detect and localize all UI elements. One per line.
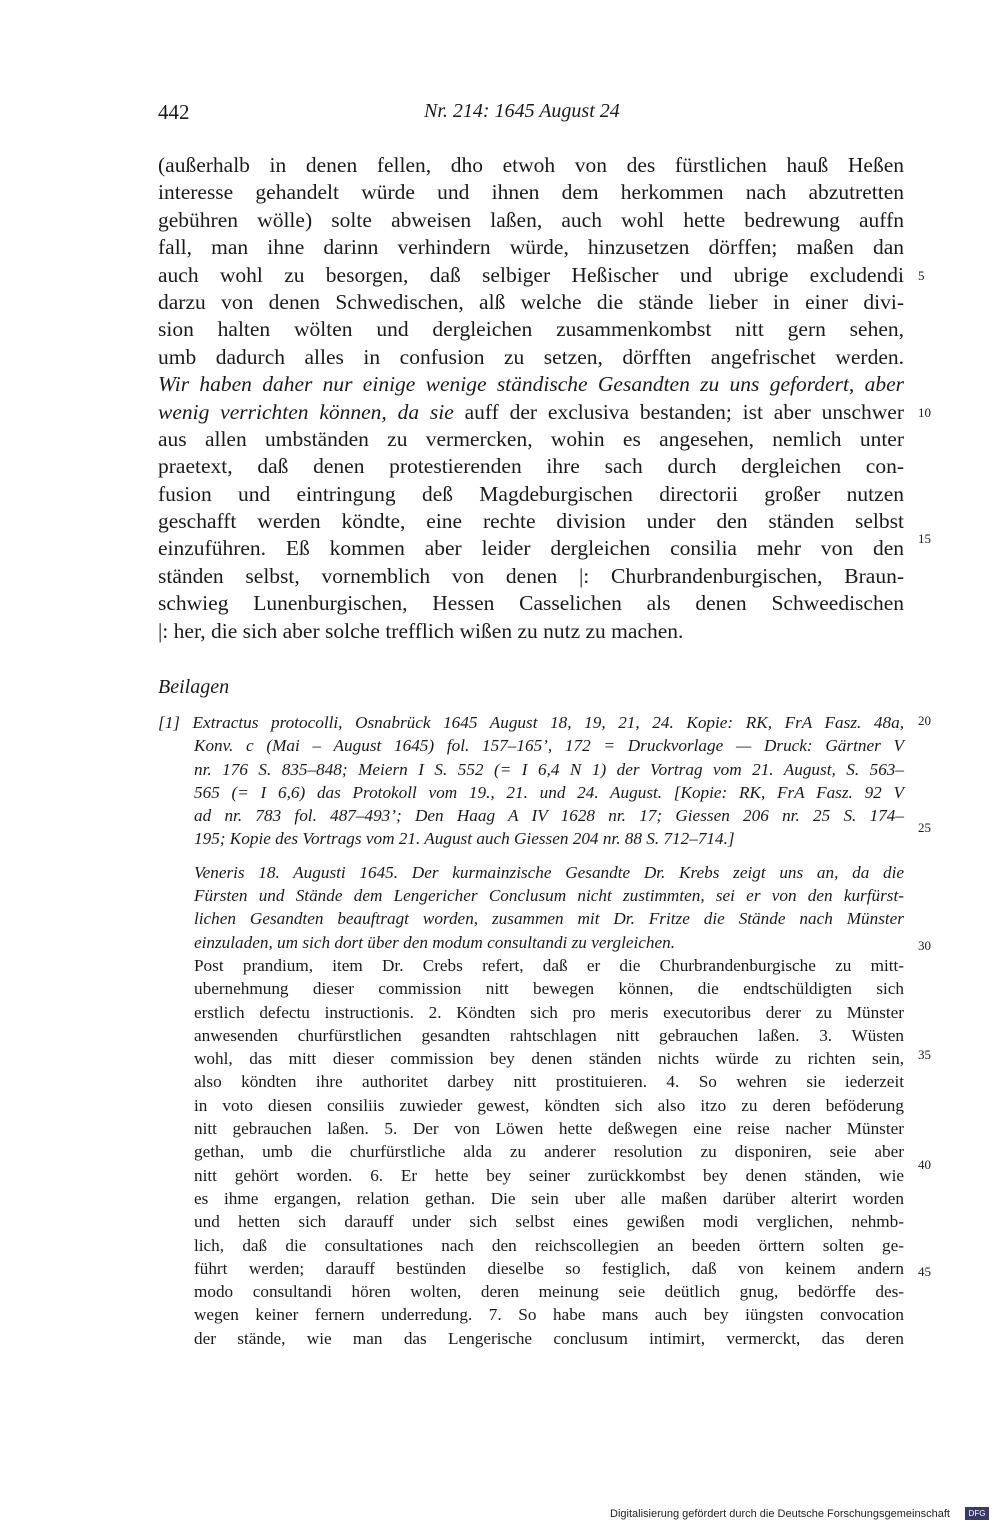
italic-phrase: wenig verrichten können, da sie [158,399,454,424]
text-line: ständen selbst, vornemblich von denen |: Churbrandenburgischen, Braun- [158,563,904,588]
beilage-entry [158,711,904,1350]
text-line: interesse gehandelt würde und ihnen dem herkommen nach abzutretten [158,180,904,205]
text-line: schwieg Lunenburgischen, Hessen Casselichen als denen Schweedischen [158,591,904,616]
line-number: 10 [918,405,931,420]
entry-line: [1] Extractus protocolli, Osnabrück 1645 August 18, 19, 21, 24. Kopie: RK, FrA Fasz. 48a, [158,713,904,732]
protocol-line: nitt gehört worden. 6. Er hette bey seiner zurückkombst bey denen ständen, wie [194,1165,904,1185]
protocol-line: lichen Gesandten beauftragt worden, zusammen mit Dr. Fritze die Stände nach Münster [194,909,904,929]
text-line [158,399,904,426]
line-number: 40 [918,1157,931,1172]
entry-line: 195; Kopie des Vortrags vom 21. August auch Giessen 204 nr. 88 S. 712–714.] [194,829,735,849]
roman-phrase: auff der exclusiva bestanden; ist aber unschwer [453,399,904,424]
protocol-line: in voto diesen consiliis zuwieder gewest, köndten sich also itzo zu deren beföderung [194,1095,904,1115]
protocol-line: lich, daß die consultationes nach den reichscollegien an beeden örttern solten ge- [194,1235,904,1255]
line-number: 20 [918,713,931,728]
protocol-line: wegen keiner fernern underredung. 7. So habe mans auch bey iüngsten convocation [194,1305,904,1325]
text-line: (außerhalb in denen fellen, dho etwoh von des fürstlichen hauß Heßen [158,153,904,177]
section-title: Beilagen [158,676,230,698]
text-line: umb dadurch alles in confusion zu setzen, dörfften angefrischet werden. [158,344,904,369]
text-line-italic: Wir haben daher nur einige wenige ständische Gesandten zu uns gefordert, aber [158,372,904,397]
entry-line: ad nr. 783 fol. 487–493’; Den Haag A IV 1628 nr. 17; Giessen 206 nr. 25 S. 174– [194,806,904,826]
protocol-line: erstlich defectu instructionis. 2. Köndten sich pro meris executoribus derer zu Münster [194,1002,904,1022]
entry-line: 565 (= I 6,6) das Protokoll vom 19., 21. und 24. August. [Kopie: RK, FrA Fasz. 92 V [194,782,904,802]
page-number: 442 [158,100,190,124]
protocol-line: und hetten sich darauff under sich selbst eines gewißen modi verglichen, nehmb- [194,1212,904,1232]
protocol-line: führt werden; darauff bestünden dieselbe so festiglich, daß von keinem andern [194,1258,904,1278]
text-line: fusion und eintringung deß Magdeburgischen directorii großer nutzen [158,481,904,506]
text-line: gebühren wölle) solte abweisen laßen, auch wohl hette bedrewung auffn [158,207,904,232]
protocol-line: also köndten ihre authoritet darbey nitt prostituieren. 4. So wehren sie iederzeit [194,1072,904,1092]
protocol-line: wohl, das mitt dieser commission bey denen ständen nichts würde zu richten sein, [194,1049,904,1069]
protocol-line: es ihme ergangen, relation gethan. Die sein uber alle maßen darüber alterirt worden [194,1188,904,1208]
running-head: Nr. 214: 1645 August 24 [424,100,620,122]
protocol-line: gethan, umb die churfürstliche alda zu anderer resolution zu disponiren, seie aber [194,1142,904,1162]
line-number: 25 [918,820,931,835]
entry-line: Konv. c (Mai – August 1645) fol. 157–165’, 172 = Druckvorlage — Druck: Gärtner V [194,736,904,756]
text-line: darzu von denen Schwedischen, alß welche die stände lieber in einer divi- [158,289,904,314]
text-line: |: her, die sich aber solche trefflich wißen zu nutz zu machen. [158,618,684,643]
text-line: sion halten wölten und dergleichen zusammenkombst nitt gern sehen, [158,317,904,342]
protocol-line: einzuladen, um sich dort über den modum consultandi zu vergleichen. [194,932,676,952]
text-line: auch wohl zu besorgen, daß selbiger Heßischer und ubrige excludendi [158,262,904,287]
line-number: 35 [918,1047,931,1062]
protocol-line: modo consultandi hören wolten, deren meinung seie deütlich gnug, bedörffe des- [194,1282,904,1302]
text-line: praetext, daß denen protestierenden ihre sach durch dergleichen con- [158,454,904,479]
entry-line: nr. 176 S. 835–848; Meiern I S. 552 (= I 6,4 N 1) der Vortrag vom 21. August, S. 563– [194,759,904,779]
text-line: fall, man ihne darinn verhindern würde, hinzusetzen dörffen; maßen dan [158,235,904,260]
line-number: 30 [918,938,931,953]
protocol-line: Veneris 18. Augusti 1645. Der kurmainzische Gesandte Dr. Krebs zeigt uns an, da die [194,862,904,882]
line-number: 45 [918,1264,931,1279]
text-line: einzuführen. Eß kommen aber leider dergleichen consilia mehr von den [158,536,904,561]
protocol-line: Post prandium, item Dr. Crebs refert, daß er die Churbrandenburgische zu mitt- [194,955,904,975]
funding-note: Digitalisierung gefördert durch die Deutsche Forschungsgemeinschaft [610,1508,950,1520]
dfg-logo-icon: DFG [965,1507,989,1520]
protocol-line: nitt gebrauchen laßen. 5. Der von Löwen hette deßwegen eine reise nacher Münster [194,1119,904,1139]
protocol-line: anwesenden churfürstlichen gesandten rahtschlagen nitt gebrauchen laßen. 3. Wüsten [194,1025,904,1045]
main-text [158,152,904,645]
protocol-line: Fürsten und Stände dem Lengericher Conclusum nicht zustimmten, sei er von den kurfürst- [194,886,904,906]
text-line: geschafft werden köndte, eine rechte division under den ständen selbst [158,509,904,534]
line-number: 15 [918,531,931,546]
text-line: aus allen umbständen zu vermercken, wohin es angesehen, nemlich unter [158,426,904,451]
protocol-line: ubernehmung dieser commission nitt bewegen können, die endtschüldigten sich [194,979,904,999]
line-number: 5 [918,268,925,283]
protocol-line: der stände, wie man das Lengerische conclusum intimirt, vermerckt, das deren [194,1328,904,1348]
